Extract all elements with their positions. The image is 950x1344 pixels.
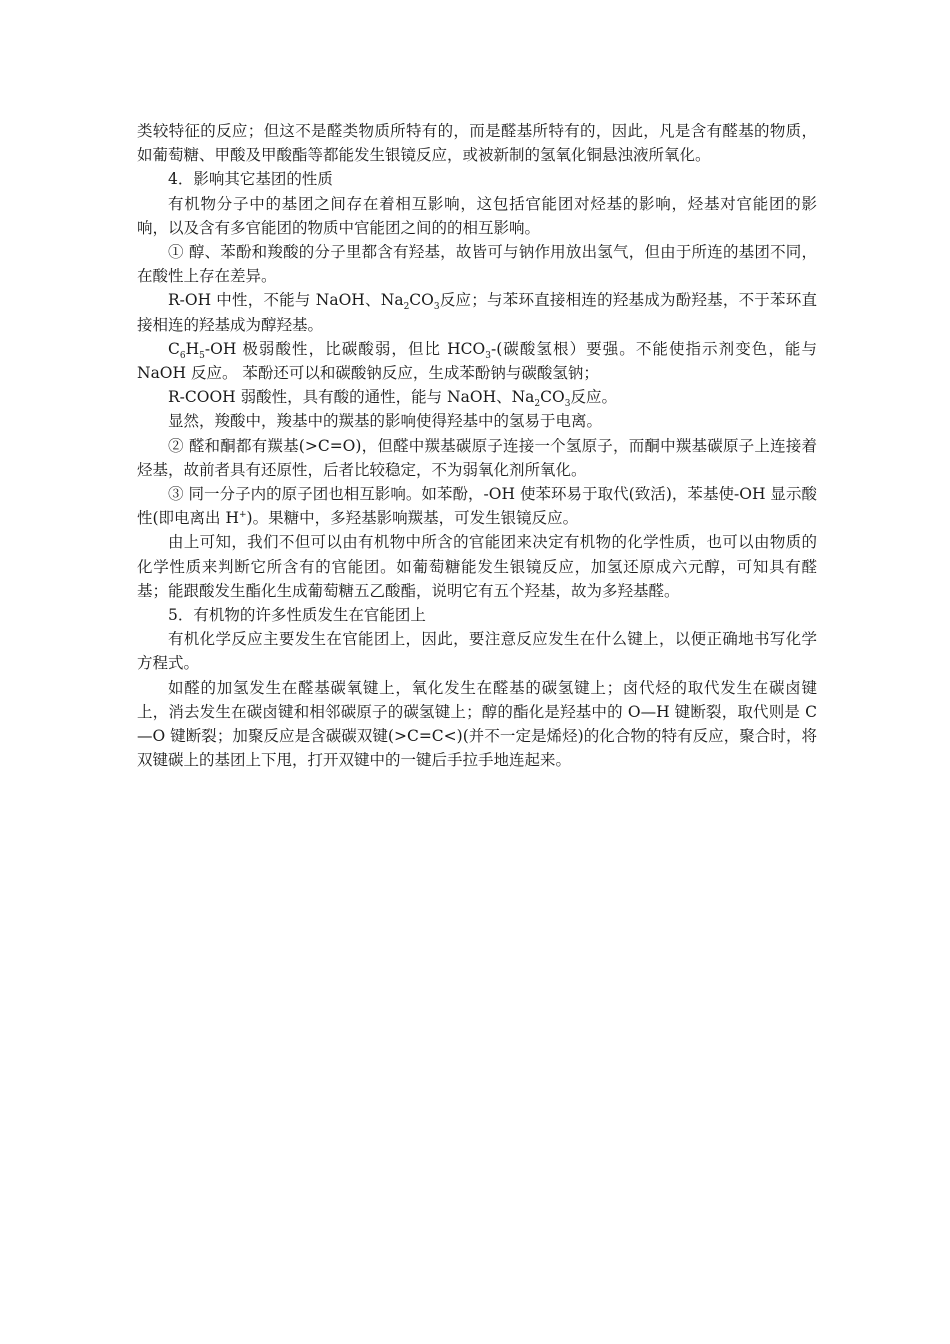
text-run: R-COOH 弱酸性，具有酸的通性，能与 NaOH、Na — [168, 388, 535, 407]
text-run: R-OH 中性，不能与 NaOH、Na — [168, 291, 404, 310]
text-run: -OH 极弱酸性，比碳酸弱，但比 HCO — [204, 339, 486, 358]
paragraph — [137, 288, 817, 336]
subscript: 3 — [564, 399, 571, 410]
paragraph: 有机物分子中的基团之间存在着相互影响，这包括官能团对烃基的影响，烃基对官能团的影响，以及含有多官能团的物质中官能团之间的的相互影响。 — [137, 194, 817, 237]
subscript: 2 — [534, 399, 541, 410]
text-run: CO — [540, 388, 565, 407]
text-run: ③ 同一分子内的原子团也相互影响。如苯酚，-OH 使苯环易于取代(致活)，苯基使-OH 显示酸性(即电离出 H — [137, 485, 817, 528]
text-run: 反应；与苯环直接相连的羟基成为酚羟基，不于苯环直接相连的羟基成为醇羟基。 — [137, 291, 817, 334]
text-run: H — [185, 339, 200, 358]
paragraph — [137, 482, 817, 530]
subscript: 3 — [485, 350, 491, 361]
text-run: 反应。 — [570, 388, 617, 407]
document-body — [137, 119, 817, 772]
text-run: -(碳酸氢根）要强。不能使指示剂变色，能与 NaOH 反应。 苯酚还可以和碳酸钠反应，生成苯酚钠与碳酸氢钠； — [137, 339, 817, 383]
paragraph: ② 醛和酮都有羰基(>C=O)，但醛中羰基碳原子连接一个氢原子，而酮中羰基碳原子上连接着烃基，故前者具有还原性，后者比较稳定，不为弱氧化剂所氧化。 — [137, 436, 817, 479]
subscript: 6 — [179, 350, 186, 361]
text-run: CO — [409, 291, 434, 310]
subscript: 3 — [433, 302, 440, 313]
subscript: 2 — [403, 302, 410, 313]
paragraph — [137, 337, 817, 385]
subscript: 5 — [199, 350, 205, 361]
paragraph: 类较特征的反应；但这不是醛类物质所特有的，而是醛基所特有的，因此，凡是含有醛基的物质，如葡萄糖、甲酸及甲酸酯等都能发生银镜反应，或被新制的氢氧化铜悬浊液所氧化。 — [137, 122, 817, 165]
text-run: C — [168, 339, 180, 358]
paragraph: 有机化学反应主要发生在官能团上，因此，要注意反应发生在什么键上，以便正确地书写化学方程式。 — [137, 630, 817, 673]
paragraph: 如醛的加氢发生在醛基碳氧键上，氧化发生在醛基的碳氢键上；卤代烃的取代发生在碳卤键上，消去发生在碳卤键和相邻碳原子的碳氢键上；醇的酯化是羟基中的 O—H 键断裂，取代则是 C—O 键断裂；加聚反应是含碳碳双键(>C=C<)(并不一定是烯烃)的化合物的特有反应，聚合时，将双键碳上的基团上下甩，打开双键中的一键后手拉手地连起来。 — [137, 678, 817, 770]
section-heading-4: 4．影响其它基团的性质 — [168, 170, 333, 189]
text-run: )。果糖中，多羟基影响羰基，可发生银镜反应。 — [246, 509, 579, 528]
superscript: + — [239, 510, 247, 521]
paragraph: ① 醇、苯酚和羧酸的分子里都含有羟基，故皆可与钠作用放出氢气，但由于所连的基团不同，在酸性上存在差异。 — [137, 243, 817, 286]
paragraph: 由上可知，我们不但可以由有机物中所含的官能团来决定有机物的化学性质，也可以由物质的化学性质来判断它所含有的官能团。如葡萄糖能发生银镜反应，加氢还原成六元醇，可知具有醛基；能跟酸发生酯化生成葡萄糖五乙酸酯，说明它有五个羟基，故为多羟基醛。 — [137, 533, 817, 600]
paragraph: 显然，羧酸中，羧基中的羰基的影响使得羟基中的氢易于电离。 — [168, 412, 603, 431]
paragraph — [137, 385, 817, 409]
section-heading-5: 5．有机物的许多性质发生在官能团上 — [168, 606, 426, 625]
